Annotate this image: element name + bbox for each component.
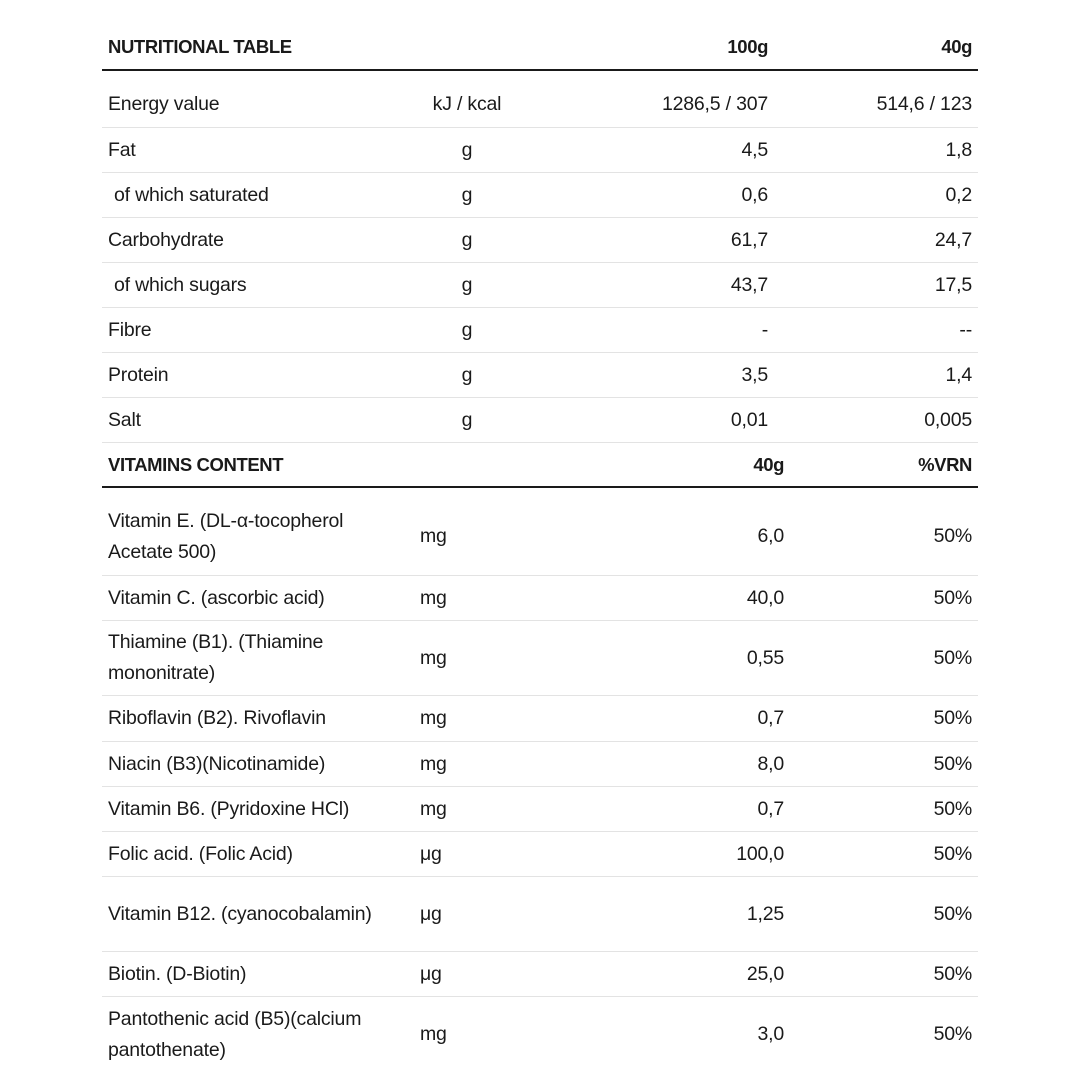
table-row <box>102 353 978 398</box>
vitamin-unit: mg <box>420 586 447 609</box>
value-per-40g: 3,0 <box>757 1023 784 1045</box>
value-per-100g: 1286,5 / 307 <box>661 92 768 115</box>
column-header-40g: 40g <box>753 453 784 475</box>
vitamin-name: Niacin (B3)(Nicotinamide) <box>108 752 326 775</box>
column-header-100g: 100g <box>727 35 768 57</box>
vrn-percent: 50% <box>933 586 972 609</box>
value-per-40g: -- <box>959 318 972 341</box>
vitamin-name: Vitamin B6. (Pyridoxine HCl) <box>108 797 350 820</box>
vitamin-unit: mg <box>420 707 447 729</box>
vrn-percent: 50% <box>933 962 972 985</box>
table-row <box>102 832 978 877</box>
vrn-percent: 50% <box>933 646 972 669</box>
value-per-40g: 0,7 <box>757 797 784 820</box>
vitamins-table-header <box>102 443 978 488</box>
nutrient-name: Protein <box>108 363 169 386</box>
vitamin-name: Folic acid. (Folic Acid) <box>108 842 293 865</box>
vitamin-unit: mg <box>420 646 447 669</box>
nutrient-unit: kJ / kcal <box>432 92 502 115</box>
nutritional-table-title: NUTRITIONAL TABLE <box>108 36 292 57</box>
nutrient-name: Fat <box>108 138 136 161</box>
table-row <box>102 742 978 787</box>
table-row <box>102 576 978 621</box>
vrn-percent: 50% <box>933 707 972 729</box>
nutritional-table-header <box>102 24 978 71</box>
value-per-40g: 25,0 <box>746 962 784 985</box>
vitamin-unit: mg <box>420 797 447 820</box>
value-per-40g: 0,005 <box>924 408 972 431</box>
vitamin-unit: mg <box>420 525 447 547</box>
table-row <box>102 218 978 263</box>
vitamin-unit: μg <box>420 842 442 865</box>
table-row <box>102 877 978 952</box>
nutrient-unit: g <box>461 183 473 206</box>
value-per-40g: 100,0 <box>736 842 784 865</box>
vitamin-unit: μg <box>420 902 442 925</box>
nutrient-name: Fibre <box>108 318 152 341</box>
value-per-40g: 0,55 <box>746 646 784 669</box>
table-row <box>102 173 978 218</box>
table-row <box>102 952 978 997</box>
nutrient-unit: g <box>461 138 473 161</box>
vrn-percent: 50% <box>933 525 972 547</box>
nutrient-unit: g <box>461 408 473 431</box>
value-per-40g: 8,0 <box>757 752 784 775</box>
value-per-40g: 24,7 <box>934 228 972 251</box>
value-per-100g: 3,5 <box>741 363 768 386</box>
table-row <box>102 81 978 128</box>
nutrient-name: Salt <box>108 408 141 431</box>
table-row <box>102 787 978 832</box>
nutrient-unit: g <box>461 363 473 386</box>
vrn-percent: 50% <box>933 797 972 820</box>
vrn-percent: 50% <box>933 1023 972 1045</box>
vitamins-table-title: VITAMINS CONTENT <box>108 454 284 475</box>
value-per-100g: 43,7 <box>730 273 768 296</box>
nutrient-unit: g <box>461 318 473 341</box>
value-per-100g: 0,01 <box>730 408 768 431</box>
table-row <box>102 621 978 696</box>
value-per-40g: 6,0 <box>757 525 784 547</box>
value-per-40g: 0,2 <box>945 183 972 206</box>
vitamin-name: Vitamin E. (DL-α-tocopherol Acetate 500) <box>108 509 344 563</box>
value-per-40g: 1,4 <box>945 363 972 386</box>
nutrient-name: of which sugars <box>114 273 247 296</box>
vrn-percent: 50% <box>933 752 972 775</box>
column-header-40g: 40g <box>941 35 972 57</box>
vitamin-name: Vitamin B12. (cyanocobalamin) <box>108 902 372 925</box>
vitamin-name: Biotin. (D-Biotin) <box>108 962 247 985</box>
table-row <box>102 128 978 173</box>
nutrient-name: Carbohydrate <box>108 228 224 251</box>
nutrient-name: Energy value <box>108 92 220 115</box>
value-per-100g: 61,7 <box>730 228 768 251</box>
vrn-percent: 50% <box>933 902 972 925</box>
value-per-40g: 514,6 / 123 <box>876 92 972 115</box>
vitamin-name: Vitamin C. (ascorbic acid) <box>108 586 325 609</box>
value-per-40g: 0,7 <box>757 707 784 729</box>
table-row <box>102 498 978 576</box>
vitamin-name: Riboflavin (B2). Rivoflavin <box>108 707 326 729</box>
vitamin-name: Pantothenic acid (B5)(calcium pantothenate) <box>108 1007 362 1061</box>
table-row <box>102 263 978 308</box>
vitamin-name: Thiamine (B1). (Thiamine mononitrate) <box>108 631 324 684</box>
table-row <box>102 398 978 443</box>
value-per-100g: 4,5 <box>741 138 768 161</box>
table-row <box>102 696 978 742</box>
value-per-100g: - <box>761 318 768 341</box>
nutrient-unit: g <box>461 273 473 296</box>
vitamin-unit: mg <box>420 1023 447 1045</box>
vrn-percent: 50% <box>933 842 972 865</box>
value-per-40g: 17,5 <box>934 273 972 296</box>
column-header-vrn: %VRN <box>918 453 972 475</box>
nutrient-name: of which saturated <box>114 183 269 206</box>
vitamin-unit: μg <box>420 962 442 985</box>
nutrient-unit: g <box>461 228 473 251</box>
value-per-100g: 0,6 <box>741 183 768 206</box>
value-per-40g: 40,0 <box>746 586 784 609</box>
table-row <box>102 997 978 1072</box>
value-per-40g: 1,8 <box>945 138 972 161</box>
value-per-40g: 1,25 <box>746 902 784 925</box>
table-row <box>102 308 978 353</box>
vitamin-unit: mg <box>420 752 447 775</box>
